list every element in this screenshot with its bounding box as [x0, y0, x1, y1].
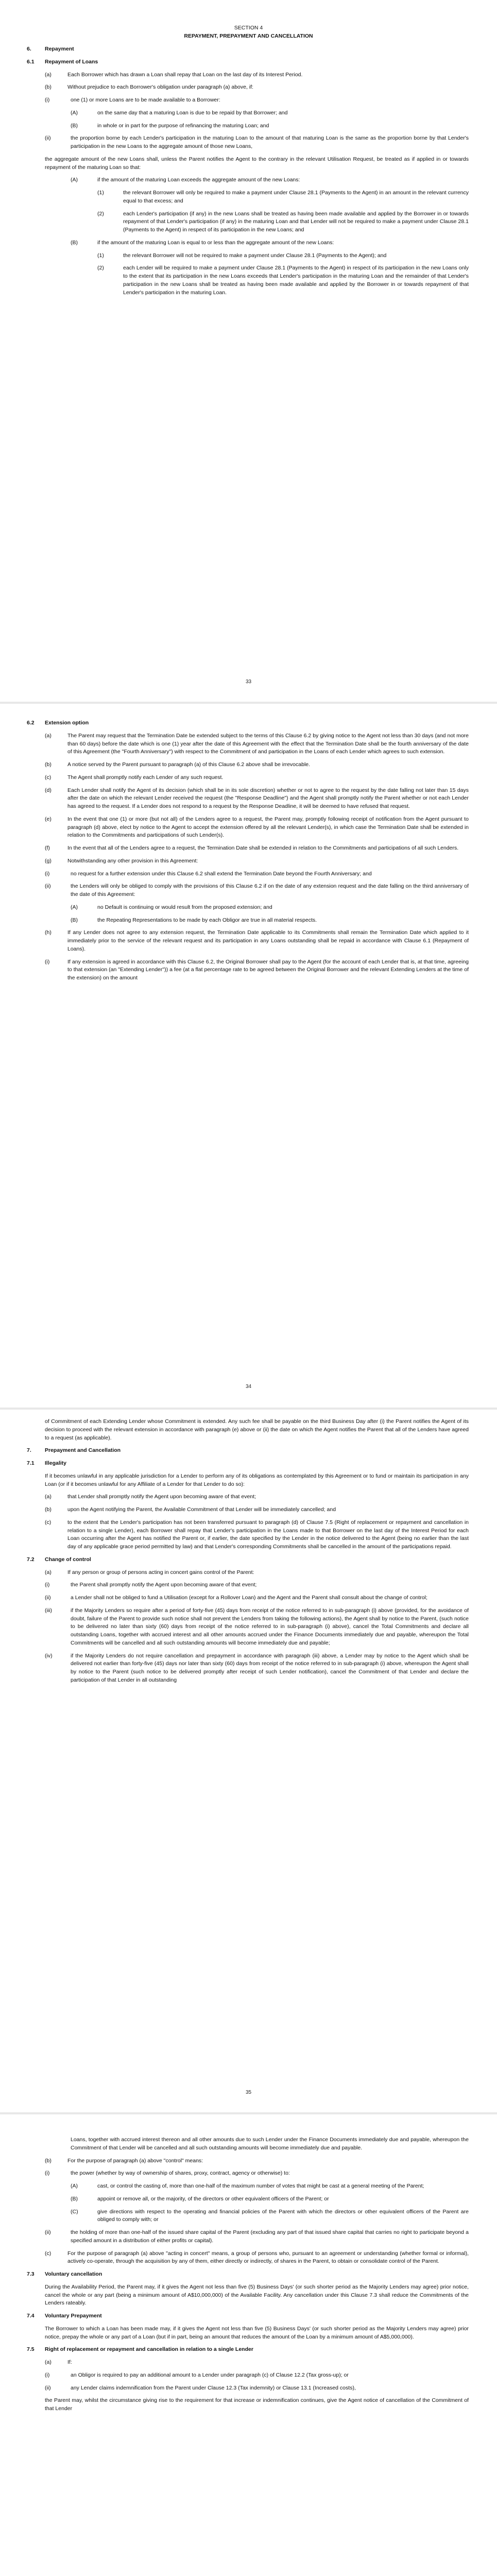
clause-number: 6.: [27, 46, 31, 52]
clause-item: [45, 1594, 469, 1602]
clause-number: 7.: [27, 1447, 31, 1454]
clause-paragraph: Loans, together with accrued interest thereon and all other amounts due to such Lender under the Finance Documents immediately due and payable, whereupon the Commitment of that Lender will be cancelled and all such outstanding amounts will become immediately due and payable.: [71, 2137, 469, 2151]
clause-text: if the Majority Lenders so require after a period of forty-five (45) days from receipt of the notice referred to in sub-paragraph (i) above (provided, for the avoidance of doubt, failure of the Parent to provide such notice shall not prevent the Lenders from taking the following actions), the Agent shall by notice to the Parent, (such notice to be delivered no later than sixty (60) days from receipt of the notice referred to in sub-paragraph (i) above), cancel the Total Commitments and declare all outstanding Loans, together with accrued interest and all other amounts accrued under the Finance Documents immediately due and payable, whereupon the Total Commitments will be cancelled and all such outstanding amounts will become immediately due and payable;: [71, 1607, 469, 1646]
clause-text: If any person or group of persons acting in concert gains control of the Parent:: [67, 1569, 254, 1575]
page-break: [0, 2112, 497, 2114]
clause-text: an Obligor is required to pay an additional amount to a Lender under paragraph (c) of Clause 12.2 (Tax gross-up); or: [71, 2371, 349, 2378]
clause-text: Voluntary cancellation: [45, 2271, 102, 2277]
clause-text: if the amount of the maturing Loan exceeds the aggregate amount of the new Loans:: [97, 177, 300, 183]
clause-text: a Lender shall not be obliged to fund a Utilisation (except for a Rollover Loan) and the Agent and the Parent shall consult about the change of control;: [71, 1595, 427, 1601]
clause-item: [45, 2384, 469, 2393]
clause-item: [45, 2170, 469, 2178]
clause-text: the Parent shall promptly notify the Agent upon becoming aware of that event;: [71, 1582, 257, 1588]
clause-heading: [27, 1556, 469, 1564]
clause-item: [97, 252, 469, 260]
section-title: REPAYMENT, PREPAYMENT AND CANCELLATION: [184, 33, 313, 39]
clause-number: (b): [45, 2157, 52, 2164]
clause-text: the Lenders will only be obliged to comply with the provisions of this Clause 6.2 if on the date of any extension request and the date falling on the third anniversary of the date of this Agreement:: [71, 883, 469, 897]
clause-number: (i): [45, 958, 50, 965]
clause-number: (a): [45, 1494, 52, 1500]
clause-text: the relevant Borrower will not be required to make a payment under Clause 28.1 (Payments to the Agent); and: [123, 252, 387, 259]
clause-number: (1): [97, 190, 104, 196]
clause-number: (i): [45, 1582, 50, 1588]
clause-number: (b): [45, 761, 52, 768]
clause-number: (B): [71, 122, 78, 129]
clause-number: (h): [45, 929, 52, 936]
clause-text: The Parent may request that the Termination Date be extended subject to the terms of this Clause 6.2 by giving notice to the Agent not less than 30 days (and not more than 60 days) before the date which is one (1) year after the date of this Agreement with the effect that the Termination Date shall be the fourth anniversary of the date of this Agreement (the "Fourth Anniversary") with respect to the Commitment of and participation in the Loans of each Lender which agrees to such extension.: [67, 732, 469, 755]
clause-text: any Lender claims indemnification from the Parent under Clause 12.3 (Tax indemnity) or Clause 13.1 (Increased costs),: [71, 2384, 356, 2391]
clause-paragraph: If it becomes unlawful in any applicable jurisdiction for a Lender to perform any of its obligations as contemplated by this Agreement or to fund or maintain its participation in any Loan (or if it becomes unlawful for any Affiliate of a Lender for that Lender to do so):: [45, 1472, 469, 1487]
clause-text: in whole or in part for the purpose of refinancing the maturing Loan; and: [97, 122, 269, 129]
clause-item: [45, 870, 469, 878]
clause-number: (a): [45, 732, 52, 739]
clause-text: the proportion borne by each Lender's participation in the maturing Loan to the amount of that maturing Loan is the same as the proportion borne by that Lender's participation in the new Loans to the aggregate amount of those new Loans,: [71, 135, 469, 149]
clause-number: (a): [45, 1569, 52, 1575]
page-break: [0, 1408, 497, 1410]
clause-text: the power (whether by way of ownership of shares, proxy, contract, agency or otherwise) to:: [71, 2170, 290, 2177]
clause-number: (iii): [45, 1607, 52, 1614]
clause-item: [45, 2250, 469, 2266]
clause-item: [45, 2157, 469, 2165]
clause-number: (b): [45, 1506, 52, 1513]
clause-text: Illegality: [45, 1460, 67, 1466]
clause-number: (d): [45, 787, 52, 793]
clause-text: Each Lender shall notify the Agent of its decision (which shall be in its sole discretion) whether or not to agree to the request by the date falling not later than 15 days after the date on which the relevant Lender received the request (the "Response Deadline") and the Agent shall promptly notify the Parent whether or not each Lender has agreed to the request. If a Lender does not respond to a request by the Response Deadline, it will be deemed to have refused that request.: [67, 787, 469, 809]
clause-number: 6.1: [27, 58, 35, 65]
clause-text: no request for a further extension under this Clause 6.2 shall extend the Termination Date beyond the Fourth Anniversary; and: [71, 870, 372, 877]
clause-item: [71, 122, 469, 130]
clause-number: 7.4: [27, 2313, 35, 2319]
clause-text: Notwithstanding any other provision in this Agreement:: [67, 857, 198, 864]
clause-item: [71, 917, 469, 925]
clause-item: [97, 210, 469, 234]
clause-number: (i): [45, 2371, 50, 2378]
clause-paragraph: The Borrower to which a Loan has been made may, if it gives the Agent not less than five (5) Business Days' (or such shorter period as the Majority Lenders may agree) prior notice, prepay the whole or any part of a Loan (but if in part, being an amount that reduces the amount of the Loan by a minimum amount of A$5,000,000).: [45, 2325, 469, 2340]
page-number: 35: [245, 2090, 252, 2095]
clause-text: no Default is continuing or would result from the proposed extension; and: [97, 904, 272, 910]
clause-heading: [27, 2270, 469, 2279]
clause-number: (i): [45, 2170, 50, 2177]
clause-item: [97, 264, 469, 297]
clause-item: [71, 109, 469, 117]
clause-number: (a): [45, 2359, 52, 2365]
clause-item: [45, 96, 469, 105]
clause-item: [45, 134, 469, 151]
clause-number: (A): [71, 904, 78, 910]
clause-number: (c): [45, 2250, 52, 2257]
clause-heading: [27, 719, 469, 727]
clause-text: Change of control: [45, 1556, 91, 1563]
clause-item: [45, 1652, 469, 1685]
clause-heading: [27, 2346, 469, 2354]
clause-text: In the event that all of the Lenders agree to a request, the Termination Date shall be extended in relation to the Commitments and participations of all such Lenders.: [67, 845, 459, 851]
clause-text: the relevant Borrower will only be required to make a payment under Clause 28.1 (Payments to the Agent) in an amount in the relevant currency equal to that excess; and: [123, 190, 469, 204]
clause-item: [71, 2195, 469, 2204]
clause-text: If:: [67, 2359, 72, 2365]
clause-text: give directions with respect to the operating and financial policies of the Parent with which the directors or other equivalent officers of the Parent are obliged to comply with; or: [97, 2208, 469, 2223]
clause-text: The Agent shall promptly notify each Lender of any such request.: [67, 774, 224, 781]
clause-number: (C): [71, 2208, 78, 2215]
clause-text: if the Majority Lenders do not require cancellation and prepayment in accordance with paragraph (iii) above, a Lender may by notice to the Agent which shall be delivered not earlier than forty-five (45) days nor later than sixty (60) days from receipt of the notice referred to in sub-paragraph (i) above, whereupon the Agent shall by notice to the Parent (such notice to be delivered promptly after receipt of such Lender notification), cancel the Commitment of that Lender and declare the participation of that Lender in all outstanding: [71, 1652, 469, 1683]
page-2-content: [0, 719, 497, 982]
clause-item: [45, 958, 469, 982]
clause-paragraph: During the Availability Period, the Parent may, if it gives the Agent not less than five (5) Business Days' (or such shorter period as the Majority Lenders may agree) prior notice, cancel the whole or any part (being a minimum amount of A$10,000,000) of the Available Facility. Any cancellation under this Clause 7.3 shall reduce the Commitments of the Lenders rateably.: [45, 2283, 469, 2307]
clause-item: [45, 1581, 469, 1589]
clause-item: [45, 1506, 469, 1514]
clause-heading: [27, 1447, 469, 1455]
clause-paragraph: the Parent may, whilst the circumstance giving rise to the requirement for that increase or indemnification continues, give the Agent notice of cancellation of the Commitment of that Lender: [45, 2397, 469, 2412]
clause-text: If any Lender does not agree to any extension request, the Termination Date applicable to its Commitments shall remain the Termination Date which applied to it immediately prior to the service of the relevant request and its participation in any Loans outstanding shall be repaid in accordance with Clause 6.1 (Repayment of Loans).: [67, 929, 469, 952]
clause-number: (ii): [45, 883, 51, 890]
clause-number: (f): [45, 845, 50, 851]
clause-number: 7.2: [27, 1556, 35, 1563]
page-3: [0, 1411, 497, 2112]
clause-text: that Lender shall promptly notify the Agent upon becoming aware of that event;: [67, 1494, 256, 1500]
section-label: SECTION 4: [234, 25, 263, 31]
clause-text: each Lender will be required to make a payment under Clause 28.1 (Payments to the Agent) in respect of its participation in the new Loans only to the extent that its participation in the new Loans exceeds that Lender's participation in the maturing Loan and the remainder of that Lender's participation in the new Loans shall be treated as having been made available and applied by the Borrower in or towards repayment of that Lender's participation in the maturing Loan.: [123, 265, 469, 296]
page-break: [0, 702, 497, 704]
page-1-content: [0, 45, 497, 297]
clause-number: (c): [45, 1519, 52, 1526]
clause-item: [71, 2208, 469, 2225]
clause-text: A notice served by the Parent pursuant to paragraph (a) of this Clause 6.2 above shall be irrevocable.: [67, 761, 311, 768]
clause-number: (B): [71, 239, 78, 246]
clause-heading: [27, 58, 469, 66]
clause-text: Extension option: [45, 720, 89, 726]
clause-text: For the purpose of paragraph (a) above "acting in concert" means, a group of persons who, pursuant to an agreement or understanding (whether formal or informal), actively co-operate, through the acquisition by any of them, either directly or indirectly, of shares in the Parent, to obtain or consolidate control of the Parent.: [67, 2250, 469, 2265]
page-number: 33: [245, 679, 252, 685]
page-2: [0, 705, 497, 1406]
clause-number: (ii): [45, 2384, 51, 2391]
clause-item: [45, 1519, 469, 1551]
clause-number: (iv): [45, 1652, 53, 1659]
clause-number: (A): [71, 2183, 78, 2189]
clause-number: 7.1: [27, 1460, 35, 1466]
clause-item: [71, 239, 469, 247]
clause-number: (i): [45, 97, 50, 103]
clause-text: one (1) or more Loans are to be made available to a Borrower:: [71, 97, 220, 103]
clause-item: [45, 732, 469, 756]
clause-number: (e): [45, 816, 52, 822]
clause-number: (B): [71, 2195, 78, 2202]
page-3-content: [0, 1418, 497, 1685]
clause-text: each Lender's participation (if any) in the new Loans shall be treated as having been made available and applied by the Borrower in or towards repayment of that Lender's participation (if any) in the maturing Loan and that Lender will not be required to make a payment under Clause 28.1 (Payments to the Agent) in respect of its participation in the new Loans; and: [123, 210, 469, 233]
clause-item: [45, 2371, 469, 2380]
clause-number: (ii): [45, 135, 51, 142]
clause-item: [45, 816, 469, 840]
clause-number: (2): [97, 265, 104, 272]
clause-item: [45, 83, 469, 92]
page-4: [0, 2115, 497, 2576]
clause-number: (a): [45, 71, 52, 78]
clause-text: on the same day that a maturing Loan is due to be repaid by that Borrower; and: [97, 109, 288, 116]
clause-number: 7.5: [27, 2346, 35, 2353]
clause-item: [71, 2182, 469, 2191]
clause-number: (b): [45, 84, 52, 91]
clause-number: (B): [71, 917, 78, 923]
clause-number: (2): [97, 210, 104, 217]
clause-item: [45, 2229, 469, 2245]
clause-item: [45, 774, 469, 782]
clause-text: Prepayment and Cancellation: [45, 1447, 121, 1454]
clause-number: 6.2: [27, 720, 35, 726]
clause-text: In the event that one (1) or more (but not all) of the Lenders agree to a request, the Parent may, promptly following receipt of notification from the Agent pursuant to paragraph (d) above, elect by notice to the Agent to accept the extension offered by all the relevant Lender(s), in which case the Termination Date shall be extended in relation to the Commitments and participations of such Lender(s).: [67, 816, 469, 839]
clause-item: [71, 904, 469, 912]
clause-paragraph: of Commitment of each Extending Lender whose Commitment is extended. Any such fee shall be payable on the third Business Day after (i) the Parent notifies the Agent of its decision to proceed with the relevant extension in accordance with paragraph (e) above or (ii) the date on which the Agent notifies the Parent that all of the Lenders have agreed to a request (as applicable).: [45, 1418, 469, 1441]
clause-number: (1): [97, 252, 104, 259]
clause-paragraph: the aggregate amount of the new Loans shall, unless the Parent notifies the Agent to the contrary in the relevant Utilisation Request, be treated as if applied in or towards repayment of the maturing Loan so that:: [45, 156, 469, 171]
clause-item: [45, 844, 469, 853]
clause-text: Without prejudice to each Borrower's obligation under paragraph (a) above, if:: [67, 84, 253, 91]
clause-number: (ii): [45, 1595, 51, 1601]
page-1: [0, 0, 497, 701]
clause-number: (c): [45, 774, 52, 781]
clause-item: [45, 883, 469, 899]
clause-text: appoint or remove all, or the majority, of the directors or other equivalent officers of the Parent; or: [97, 2195, 329, 2202]
clause-text: Repayment: [45, 46, 74, 52]
clause-text: the holding of more than one-half of the issued share capital of the Parent (excluding any part of that issued share capital that carries no right to participate beyond a specified amount in a distribution of either profits or capital).: [71, 2229, 469, 2244]
clause-text: Repayment of Loans: [45, 58, 98, 65]
clause-text: upon the Agent notifying the Parent, the Available Commitment of that Lender will be immediately cancelled; and: [67, 1506, 336, 1513]
clause-item: [45, 1493, 469, 1501]
clause-number: 7.3: [27, 2271, 35, 2277]
clause-item: [45, 857, 469, 866]
clause-item: [71, 176, 469, 184]
clause-number: (A): [71, 177, 78, 183]
clause-item: [45, 761, 469, 769]
clause-text: if the amount of the maturing Loan is equal to or less than the aggregate amount of the new Loans:: [97, 239, 334, 246]
page-4-content: [0, 2136, 497, 2413]
clause-number: (ii): [45, 2229, 51, 2235]
clause-item: [45, 1607, 469, 1648]
clause-item: [97, 189, 469, 206]
clause-text: cast, or control the casting of, more than one-half of the maximum number of votes that might be cast at a general meeting of the Parent;: [97, 2183, 424, 2189]
clause-text: For the purpose of paragraph (a) above "control" means:: [67, 2157, 203, 2164]
clause-text: If any extension is agreed in accordance with this Clause 6.2, the Original Borrower shall pay to the Agent (for the account of each Lender that is, at that time, agreeing to that extension (an "Extending Lender")) a fee (at a flat percentage rate to be agreed between the Original Borrower and the relevant Extending Lenders at the time of the extension) on the amount: [67, 958, 469, 981]
clause-item: [45, 929, 469, 953]
clause-text: Each Borrower which has drawn a Loan shall repay that Loan on the last day of its Interest Period.: [67, 71, 303, 78]
clause-text: Right of replacement or repayment and cancellation in relation to a single Lender: [45, 2346, 253, 2353]
clause-heading: [27, 1460, 469, 1468]
clause-text: to the extent that the Lender's participation has not been transferred pursuant to paragraph (d) of Clause 7.5 (Right of replacement or repayment and cancellation in relation to a single Lender), each Borrower shall repay that Lender's participation in the Loans made to that Borrower on the last day of the Interest Period for each Loan occurring after the Agent has notified the Parent or, if earlier, the date specified by the Lender in the notice delivered to the Agent (being no earlier than the last day of any applicable grace period permitted by law) and that Lender's corresponding Commitments shall be cancelled in the amount of the participations repaid.: [67, 1519, 469, 1550]
clause-heading: [27, 2312, 469, 2320]
clause-item: [45, 2359, 469, 2367]
clause-text: Voluntary Prepayment: [45, 2313, 102, 2319]
clause-number: (i): [45, 870, 50, 877]
clause-item: [45, 787, 469, 811]
page-number: 34: [245, 1384, 252, 1389]
clause-number: (g): [45, 857, 52, 864]
clause-text: the Repeating Representations to be made by each Obligor are true in all material respects.: [97, 917, 317, 923]
clause-item: [45, 71, 469, 79]
clause-heading: [27, 45, 469, 54]
clause-item: [45, 1569, 469, 1577]
clause-number: (A): [71, 109, 78, 116]
